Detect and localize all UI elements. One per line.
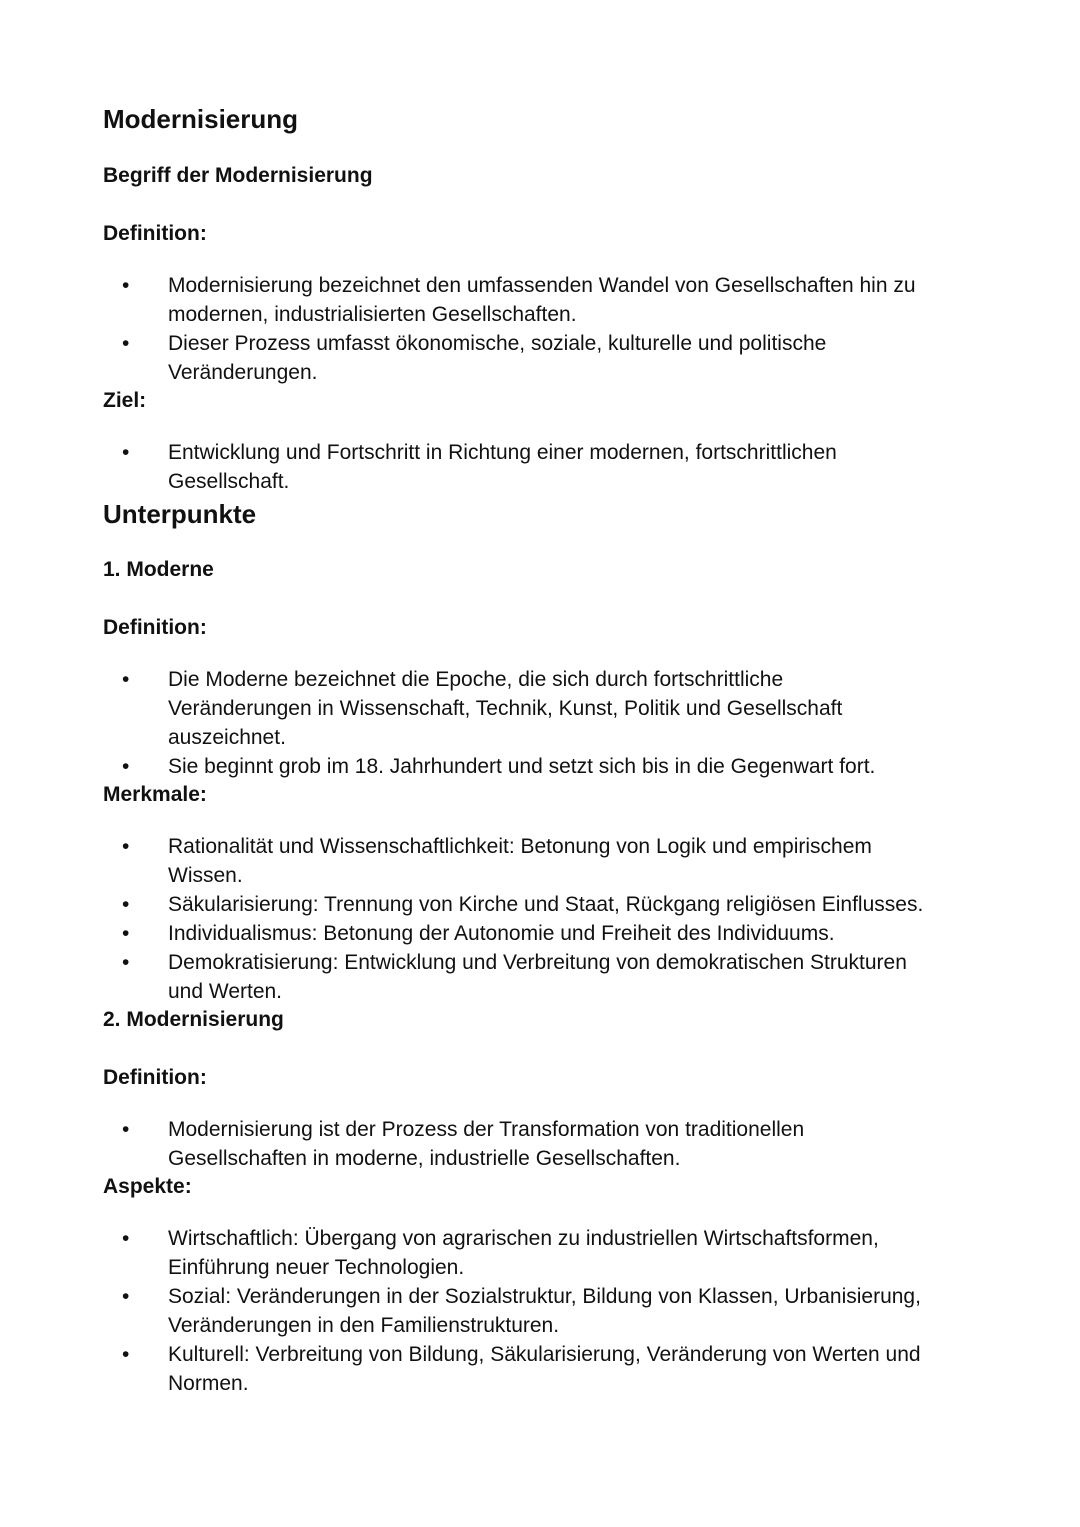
list-item-line: Veränderungen. <box>168 361 318 384</box>
list-item-line: Sie beginnt grob im 18. Jahrhundert und setzt sich bis in die Gegenwart fort. <box>168 755 876 778</box>
bullet-icon: • <box>122 1227 130 1250</box>
bullet-icon: • <box>122 1118 130 1141</box>
bullet-icon: • <box>122 951 130 974</box>
list-item-line: modernen, industrialisierten Gesellschaften. <box>168 303 577 326</box>
definition-label: Definition: <box>103 222 207 245</box>
list-item-line: Wirtschaftlich: Übergang von agrarischen zu industriellen Wirtschaftsformen, <box>168 1227 879 1250</box>
features-label: Merkmale: <box>103 783 207 806</box>
bullet-icon: • <box>122 332 130 355</box>
section-heading-begriff: Begriff der Modernisierung <box>103 164 373 187</box>
list-item-line: Rationalität und Wissenschaftlichkeit: Betonung von Logik und empirischem <box>168 835 872 858</box>
list-item-line: Demokratisierung: Entwicklung und Verbreitung von demokratischen Strukturen <box>168 951 907 974</box>
list-item-line: Gesellschaft. <box>168 470 290 493</box>
bullet-icon: • <box>122 274 130 297</box>
list-item-line: Die Moderne bezeichnet die Epoche, die sich durch fortschrittliche <box>168 668 784 691</box>
bullet-icon: • <box>122 1285 130 1308</box>
bullet-icon: • <box>122 1343 130 1366</box>
definition-label: Definition: <box>103 616 207 639</box>
subtitle-unterpunkte: Unterpunkte <box>103 499 257 529</box>
list-item-line: Sozial: Veränderungen in der Sozialstruktur, Bildung von Klassen, Urbanisierung, <box>168 1285 921 1308</box>
page-title: Modernisierung <box>103 104 299 134</box>
section-heading-modernisierung: 2. Modernisierung <box>103 1008 284 1031</box>
bullet-icon: • <box>122 668 130 691</box>
list-item-line: Einführung neuer Technologien. <box>168 1256 465 1279</box>
list-item-line: Veränderungen in Wissenschaft, Technik, Kunst, Politik und Gesellschaft <box>168 697 843 720</box>
bullet-icon: • <box>122 441 130 464</box>
bullet-icon: • <box>122 893 130 916</box>
bullet-icon: • <box>122 835 130 858</box>
bullet-icon: • <box>122 755 130 778</box>
list-item-line: Individualismus: Betonung der Autonomie und Freiheit des Individuums. <box>168 922 835 945</box>
goal-label: Ziel: <box>103 389 147 412</box>
list-item-line: Modernisierung bezeichnet den umfassenden Wandel von Gesellschaften hin zu <box>168 274 916 297</box>
list-item-line: Dieser Prozess umfasst ökonomische, soziale, kulturelle und politische <box>168 332 827 355</box>
list-item-line: Säkularisierung: Trennung von Kirche und Staat, Rückgang religiösen Einflusses. <box>168 893 924 916</box>
list-item-line: auszeichnet. <box>168 726 286 749</box>
list-item-line: Modernisierung ist der Prozess der Transformation von traditionellen <box>168 1118 805 1141</box>
list-item-line: Kulturell: Verbreitung von Bildung, Säkularisierung, Veränderung von Werten und <box>168 1343 921 1366</box>
list-item-line: Entwicklung und Fortschritt in Richtung einer modernen, fortschrittlichen <box>168 441 837 464</box>
list-item-line: Wissen. <box>168 864 243 887</box>
aspects-label: Aspekte: <box>103 1175 192 1198</box>
bullet-icon: • <box>122 922 130 945</box>
list-item-line: Veränderungen in den Familienstrukturen. <box>168 1314 560 1337</box>
list-item-line: Normen. <box>168 1372 249 1395</box>
section-heading-moderne: 1. Moderne <box>103 558 214 581</box>
list-item-line: Gesellschaften in moderne, industrielle Gesellschaften. <box>168 1147 681 1170</box>
list-item-line: und Werten. <box>168 980 283 1003</box>
definition-label: Definition: <box>103 1066 207 1089</box>
